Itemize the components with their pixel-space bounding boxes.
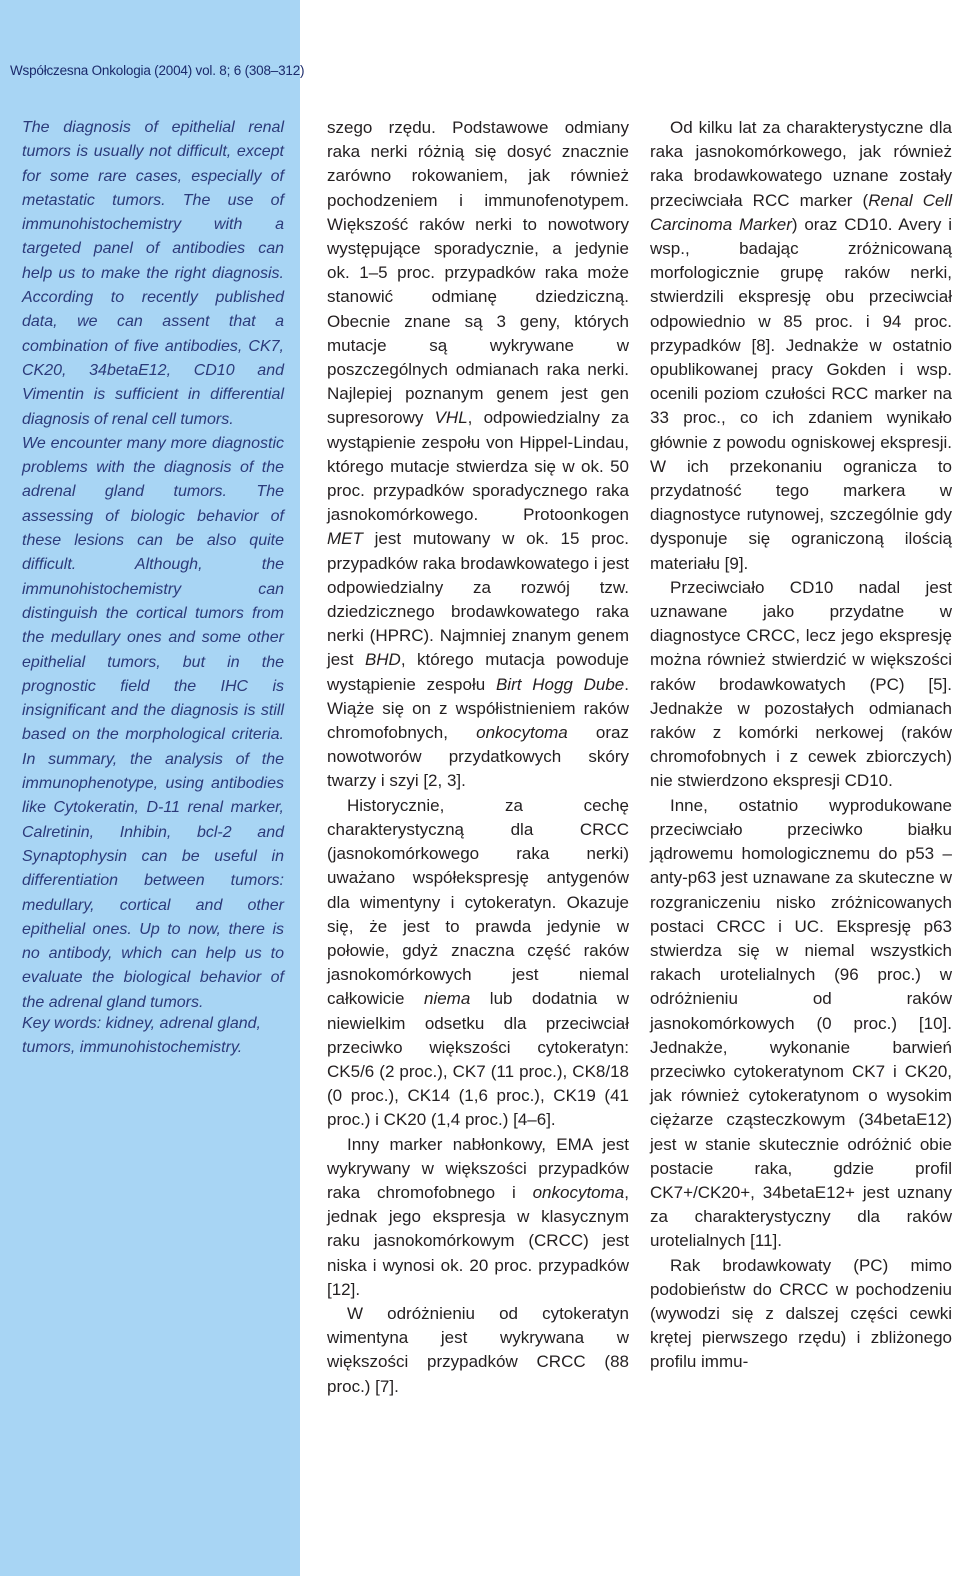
text-run: , jednak jego ekspresja w klasycznym raku jasnokomórkowym (CRCC) jest niska i wynosi ok. 20 proc. przypadków [12]. (327, 1182, 629, 1299)
tumor-name: onkocytoma (476, 723, 568, 743)
abstract-paragraph: The diagnosis of epithelial renal tumors is usually not difficult, except for some rare cases, especially of metastatic tumors. The use of immunohistochemistry with a targeted panel of antibodies can help us to make the right diagnosis. According to recently published data, we can assent that a combination of five antibodies, CK7, CK20, 34betaE12, CD10 and Vimentin is sufficient in differential diagnosis of renal cell tumors. (22, 119, 284, 428)
body-paragraph (327, 116, 629, 794)
text-run: , odpowiedzialny za wystąpienie zespołu von Hippel-Lindau, którego mutacje stwierdza się w ok. 50 proc. przypadków sporadycznego raka jasnokomórkowego. Protoonkogen (327, 408, 629, 525)
text-run: . Wiąże się on z współistnieniem raków chromofobnych, (327, 674, 629, 743)
abstract-sidebar (0, 0, 305, 1576)
body-paragraph: Inne, ostatnio wyprodukowane przeciwciało przeciwko białku jądrowemu homologicznemu do p53 – anty-p63 jest uznawane za skuteczne w rozgraniczeniu nisko zróżnicowanych postaci CRCC i UC. Ekspresję p63 stwierdza się w niemal wszystkich rakach urotelialnych (96 proc.) w odróżnieniu od raków jasnokomórkowych (0 proc.) [10]. Jednakże, wykonanie barwień przeciwko cytokeratynom CK7 i CK20, jak również cytokeratynom o wysokim ciężarze cząsteczkowym (34betaE12) jest w stanie skutecznie odróżnić obie postacie raka, gdzie profil CK7+/CK20+, 34betaE12+ jest uznany za charakterystyczny dla raków urotelialnych [11]. (650, 795, 952, 1251)
text-run: ) oraz CD10. Avery i wsp., badając zróżnicowaną morfologicznie grupę raków nerki, stwierdzili ekspresję obu przeciwciał odpowiednio w 85 proc. i 94 proc. przypadków [8]. Jednakże w ostatnio opublikowanej pracy Gokden i wsp. ocenili poziom czułości RCC marker na 33 proc., co ich zdaniem wynikało głównie z powodu ogniskowej ekspresji. W ich przekonaniu ogranicza to przydatność tego markera w diagnostyce rutynowej, szczególnie gdy dysponuje się ograniczoną ilością materiału [9]. (650, 214, 952, 573)
body-column-right (650, 116, 952, 1375)
marker-name: Renal Cell Carcinoma Marker (650, 190, 952, 234)
text-run: Inny marker nabłonkowy, EMA jest wykrywany w większości przypadków raka chromofobnego i (327, 1134, 629, 1202)
gene-name: BHD (364, 650, 401, 670)
abstract-paragraph: We encounter many more diagnostic problems with the diagnosis of the adrenal gland tumors. The assessing of biologic behavior of these lesions can be also quite difficult. Although, the immunohistochemistry can distinguish the cortical tumors from the medullary ones and some other epithelial tumors, but in the prognostic field the IHC is insignificant and the diagnosis is still based on the morphological criteria. In summary, the analysis of the immunophenotype, using antibodies like Cytokeratin, D-11 renal marker, Calretinin, Inhibin, bcl-2 and Synaptophysin can be useful in differentiation between tumors: medullary, cortical and other epithelial ones. Up to now, there is no antibody, which can help us to evaluate the biological behavior of the adrenal gland tumors. (22, 434, 284, 1011)
gene-name: MET (327, 529, 363, 549)
text-run: jest mutowany w ok. 15 proc. przypadków raka brodawkowatego i jest odpowiedzialny za rozwój tzw. dziedzicznego brodawkowatego raka nerki (HPRC). Najmniej znanym genem jest (327, 529, 629, 670)
tumor-name: onkocytoma (532, 1182, 625, 1202)
syndrome-name: Birt Hogg Dube (495, 674, 625, 694)
text-run: , którego mutacja powoduje wystąpienie zespołu (327, 650, 629, 694)
journal-citation: Współczesna Onkologia (2004) vol. 8; 6 (308–312) (10, 63, 305, 78)
body-paragraph: Rak brodawkowaty (PC) mimo podobieństw do CRCC w pochodzeniu (wywodzi się z dalszej części cewki krętej pierwszego rzędu) i zbliżonego profilu immu- (650, 1255, 952, 1372)
body-paragraph: Przeciwciało CD10 nadal jest uznawane jako przydatne w diagnostyce CRCC, lecz jego ekspresję można również stwierdzić w większości raków brodawkowatych (PC) [5]. Jednakże w pozostałych odmianach raków z komórki nerkowej (raków chromofobnych i z cewek zbiorczych) nie stwierdzono ekspresji CD10. (650, 577, 952, 791)
body-paragraph (650, 116, 952, 576)
text-run: Od kilku lat za charakterystyczne dla raka jasnokomórkowego, jak również raka brodawkowatego uznane zostały przeciwciała RCC marker ( (650, 118, 952, 210)
body-paragraph: W odróżnieniu od cytokeratyn wimentyna jest wykrywana w większości przypadków CRCC (88 proc.) [7]. (327, 1303, 629, 1396)
abstract-text (22, 116, 284, 1015)
body-column-middle (327, 116, 629, 1399)
text-run: szego rzędu. Podstawowe odmiany raka nerki różnią się dosyć znacznie zarówno rokowaniem, jak również pochodzeniem i immunofenotypem. Większość raków nerki to nowotwory występujące sporadycznie, a jedynie ok. 1–5 proc. przypadków raka może stanowić odmianę dziedziczną. Obecnie znane są 3 geny, których mutacje są wykrywane w poszczególnych odmianach raka nerki. Najlepiej poznanym genem jest gen supresorowy (327, 118, 629, 428)
emphasis: niema (423, 989, 471, 1009)
text-run: Historycznie, za cechę charakterystyczną dla CRCC (jasnokomórkowego raka nerki) uważano współekspresję antygenów dla wimentyny i cytokeratyn. Okazuje się, że jest to prawda jedynie w połowie, gdyż znaczna część raków jasnokomórkowych jest niemal całkowicie (327, 795, 629, 1009)
body-paragraph (327, 1133, 629, 1302)
text-run: oraz nowotworów przydatkowych skóry twarzy i szyi [2, 3]. (327, 723, 629, 791)
text-run: lub dodatnia w niewielkim odsetku dla przeciwciał przeciwko większości cytokeratyn: CK5/6 (2 proc.), CK7 (11 proc.), CK8/18 (0 proc.), CK14 (1,6 proc.), CK19 (41 proc.) i CK20 (1,4 proc.) [4–6]. (327, 989, 629, 1130)
gene-name: VHL (434, 408, 468, 428)
keywords: Key words: kidney, adrenal gland, tumors, immunohistochemistry. (22, 1015, 261, 1057)
body-paragraph (327, 794, 629, 1133)
